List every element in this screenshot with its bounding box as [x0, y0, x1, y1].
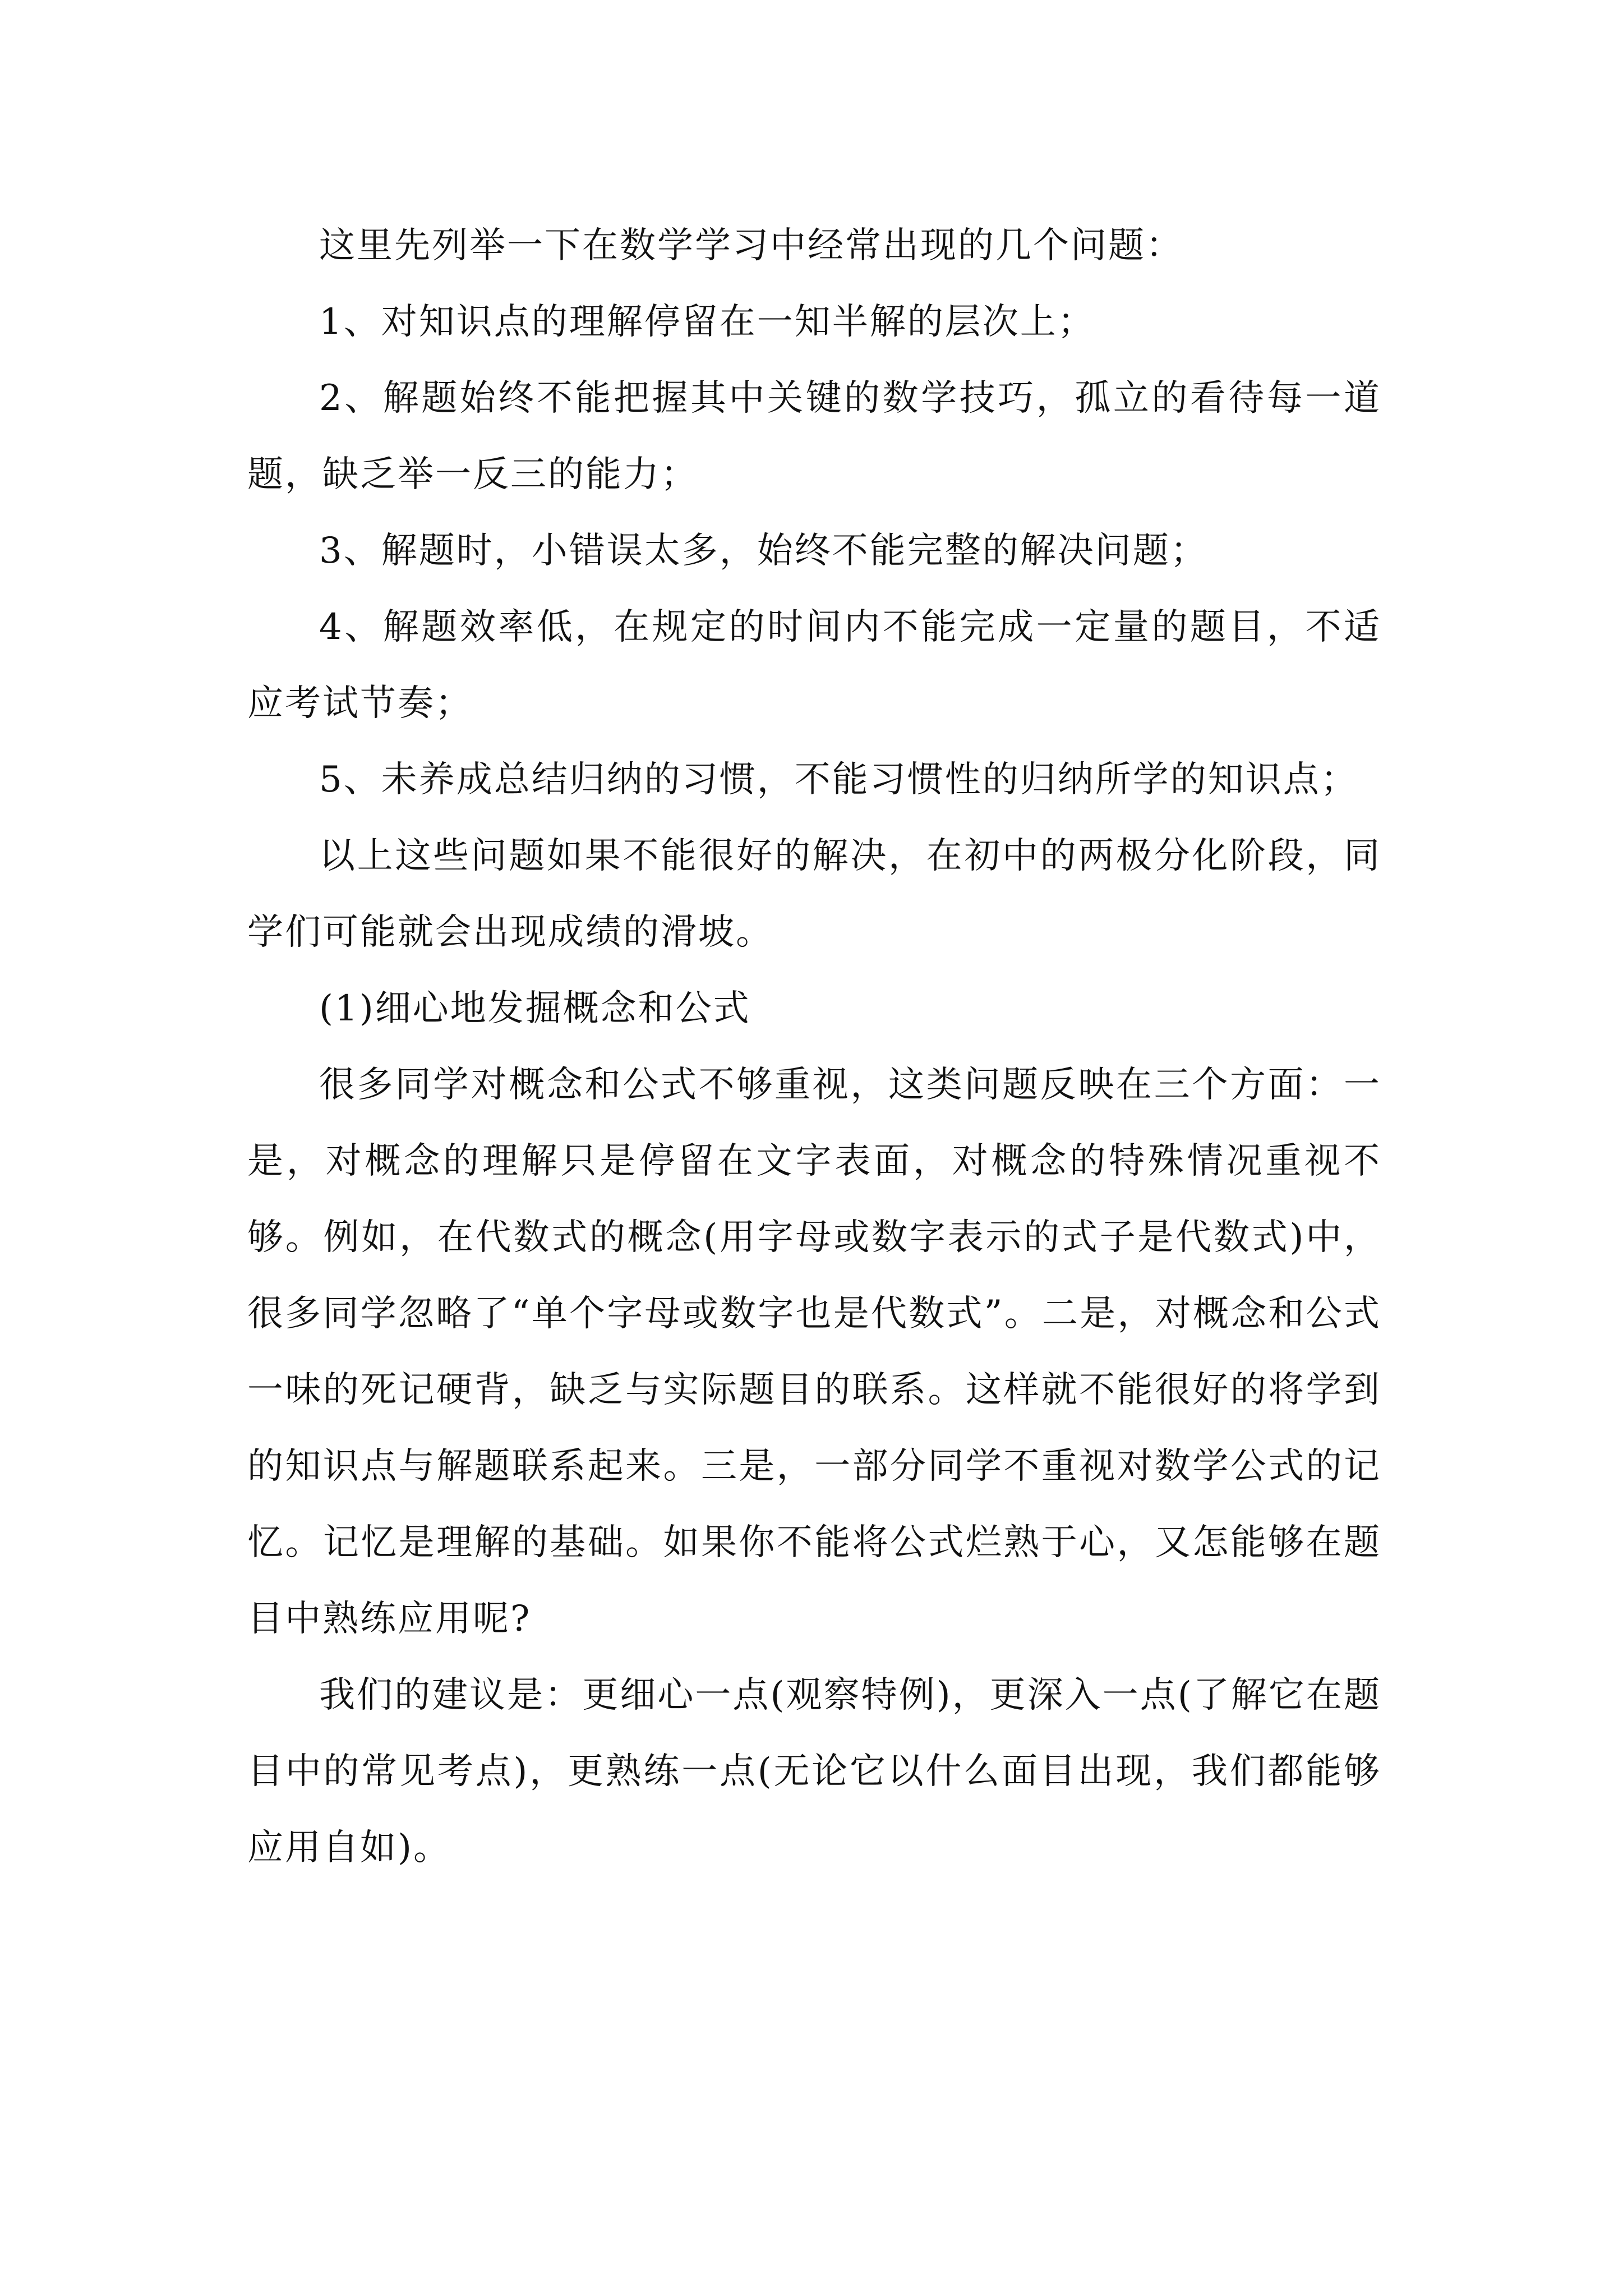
body-paragraph: 很多同学对概念和公式不够重视，这类问题反映在三个方面：一是，对概念的理解只是停留在文字表面，对概念的特殊情况重视不够。例如，在代数式的概念(用字母或数字表示的式子是代数式)中，很多同学忽略了“单个字母或数字也是代数式”。二是，对概念和公式一味的死记硬背，缺乏与实际题目的联系。这样就不能很好的将学到的知识点与解题联系起来。三是，一部分同学不重视对数学公式的记忆。记忆是理解的基础。如果你不能将公式烂熟于心，又怎能够在题目中熟练应用呢? — [247, 1064, 1381, 1640]
intro-paragraph: 这里先列举一下在数学学习中经常出现的几个问题： — [319, 225, 1183, 266]
problem-item-1: 1、对知识点的理解停留在一知半解的层次上； — [319, 301, 1095, 343]
problem-item-3: 3、解题时，小错误太多，始终不能完整的解决问题； — [319, 530, 1208, 572]
problem-item-5: 5、未养成总结归纳的习惯，不能习惯性的归纳所学的知识点； — [319, 759, 1358, 800]
section-heading: (1)细心地发掘概念和公式 — [319, 988, 751, 1029]
summary-paragraph: 以上这些问题如果不能很好的解决，在初中的两极分化阶段，同学们可能就会出现成绩的滑坡。 — [247, 835, 1381, 953]
problem-item-2: 2、解题始终不能把握其中关键的数学技巧，孤立的看待每一道题，缺乏举一反三的能力； — [247, 378, 1381, 495]
problem-item-4: 4、解题效率低，在规定的时间内不能完成一定量的题目，不适应考试节奏； — [247, 606, 1381, 724]
suggestion-paragraph: 我们的建议是：更细心一点(观察特例)，更深入一点(了解它在题目中的常见考点)，更熟练一点(无论它以什么面目出现，我们都能够应用自如)。 — [247, 1674, 1381, 1869]
document-body — [247, 208, 1381, 1886]
